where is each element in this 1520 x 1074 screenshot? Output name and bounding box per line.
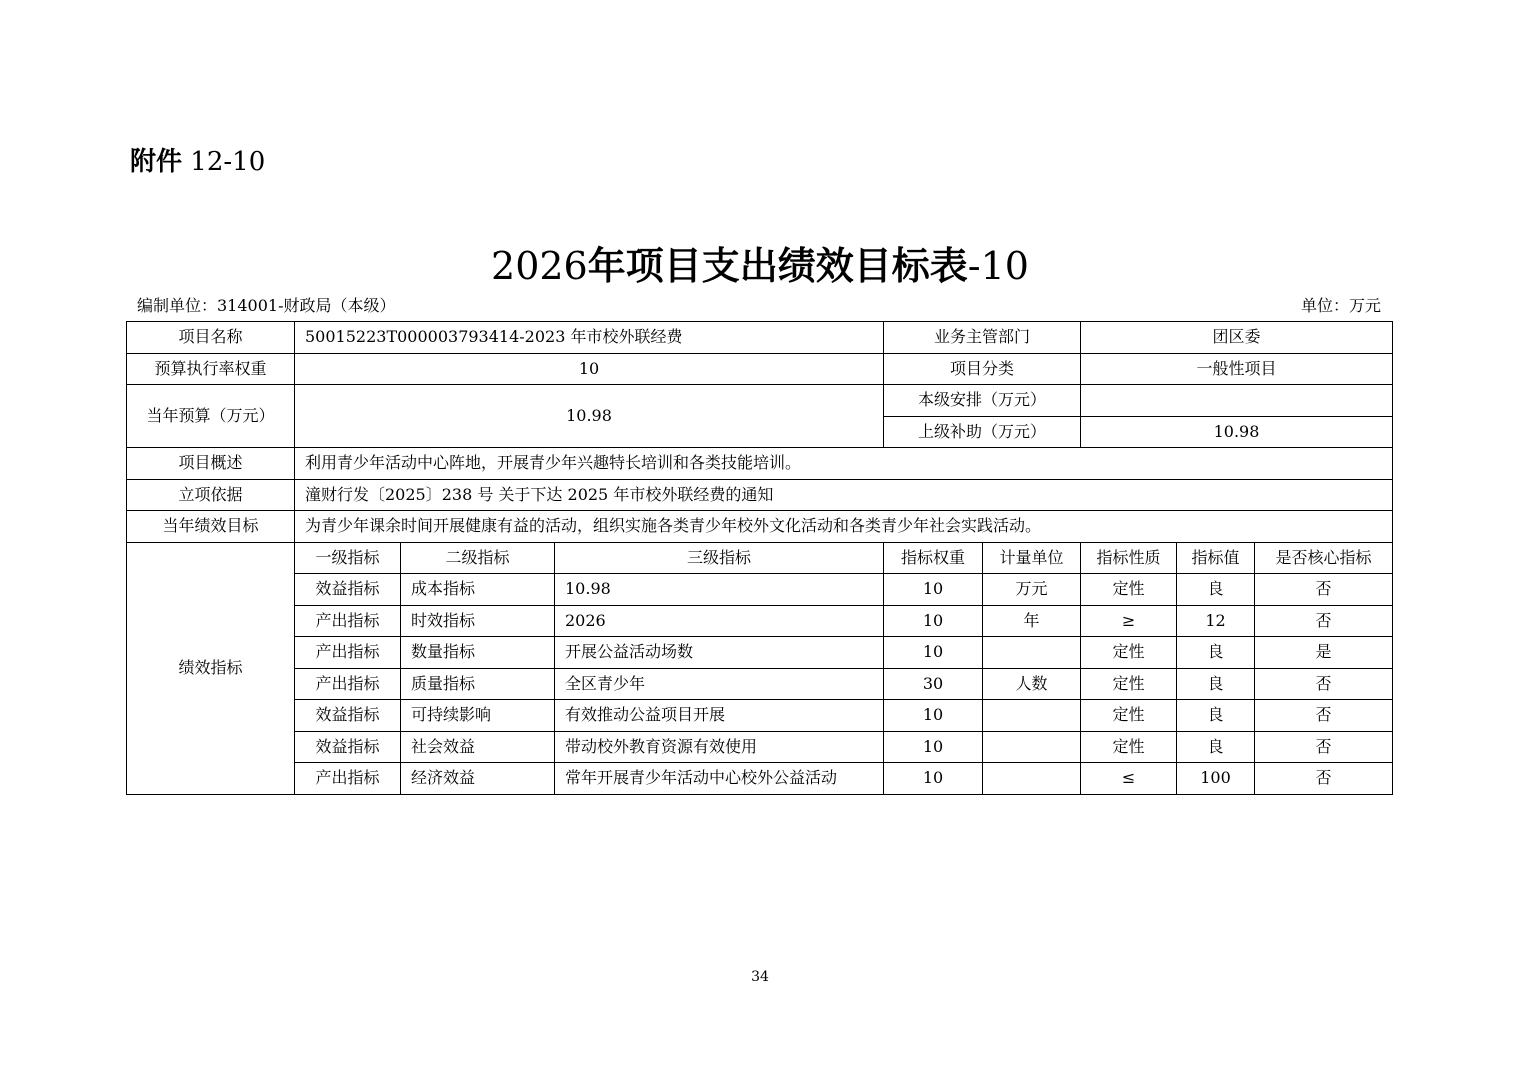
indicator-nature: 定性 xyxy=(1081,574,1177,606)
indicator-value: 良 xyxy=(1177,668,1255,700)
indicator-nature: 定性 xyxy=(1081,637,1177,669)
indicator-row xyxy=(127,700,1393,732)
indicator-unit xyxy=(983,637,1081,669)
indicator-core: 否 xyxy=(1255,763,1393,795)
header-level3: 三级指标 xyxy=(555,542,884,574)
indicators-label: 绩效指标 xyxy=(127,542,295,794)
header-core: 是否核心指标 xyxy=(1255,542,1393,574)
basis-label: 立项依据 xyxy=(127,479,295,511)
indicator-weight: 10 xyxy=(884,574,983,606)
overview-label: 项目概述 xyxy=(127,448,295,480)
row-project-name xyxy=(127,322,1393,354)
indicator-nature: 定性 xyxy=(1081,700,1177,732)
indicator-unit xyxy=(983,763,1081,795)
indicator-nature: 定性 xyxy=(1081,731,1177,763)
category-label: 项目分类 xyxy=(884,353,1081,385)
indicator-level2: 数量指标 xyxy=(401,637,555,669)
overview-value: 利用青少年活动中心阵地，开展青少年兴趣特长培训和各类技能培训。 xyxy=(295,448,1393,480)
indicator-weight: 10 xyxy=(884,731,983,763)
indicator-row xyxy=(127,763,1393,795)
budget-label: 当年预算（万元） xyxy=(127,385,295,448)
indicator-core: 是 xyxy=(1255,637,1393,669)
indicator-level2: 时效指标 xyxy=(401,605,555,637)
indicator-nature: ≥ xyxy=(1081,605,1177,637)
header-level1: 一级指标 xyxy=(295,542,401,574)
indicator-level3: 10.98 xyxy=(555,574,884,606)
project-name-label: 项目名称 xyxy=(127,322,295,354)
indicator-core: 否 xyxy=(1255,605,1393,637)
indicator-unit xyxy=(983,700,1081,732)
indicator-level2: 社会效益 xyxy=(401,731,555,763)
indicator-level1: 产出指标 xyxy=(295,763,401,795)
row-goal xyxy=(127,511,1393,543)
category-value: 一般性项目 xyxy=(1081,353,1393,385)
dept-label: 业务主管部门 xyxy=(884,322,1081,354)
indicator-level3: 全区青少年 xyxy=(555,668,884,700)
indicator-value: 良 xyxy=(1177,700,1255,732)
indicator-level3: 带动校外教育资源有效使用 xyxy=(555,731,884,763)
indicator-level1: 效益指标 xyxy=(295,574,401,606)
indicator-row xyxy=(127,668,1393,700)
local-value xyxy=(1081,385,1393,417)
indicator-level1: 产出指标 xyxy=(295,668,401,700)
indicator-core: 否 xyxy=(1255,574,1393,606)
header-level2: 二级指标 xyxy=(401,542,555,574)
attachment-label xyxy=(130,146,265,178)
title-year: 2026 xyxy=(491,244,588,288)
attachment-prefix: 附件 xyxy=(130,147,183,177)
exec-weight-value: 10 xyxy=(295,353,884,385)
indicator-level1: 效益指标 xyxy=(295,731,401,763)
indicator-value: 良 xyxy=(1177,574,1255,606)
performance-table xyxy=(126,321,1393,795)
indicator-weight: 10 xyxy=(884,637,983,669)
indicator-core: 否 xyxy=(1255,700,1393,732)
indicator-level1: 效益指标 xyxy=(295,700,401,732)
indicator-value: 良 xyxy=(1177,637,1255,669)
indicator-value: 12 xyxy=(1177,605,1255,637)
row-budget xyxy=(127,385,1393,417)
indicator-level3: 常年开展青少年活动中心校外公益活动 xyxy=(555,763,884,795)
row-basis xyxy=(127,479,1393,511)
indicator-value: 100 xyxy=(1177,763,1255,795)
header-unit: 计量单位 xyxy=(983,542,1081,574)
indicator-level3: 有效推动公益项目开展 xyxy=(555,700,884,732)
indicator-core: 否 xyxy=(1255,731,1393,763)
upper-label: 上级补助（万元） xyxy=(884,416,1081,448)
project-name-value: 50015223T000003793414-2023 年市校外联经费 xyxy=(295,322,884,354)
upper-value: 10.98 xyxy=(1081,416,1393,448)
indicator-level3: 开展公益活动场数 xyxy=(555,637,884,669)
indicator-unit: 万元 xyxy=(983,574,1081,606)
local-label: 本级安排（万元） xyxy=(884,385,1081,417)
page-title xyxy=(0,242,1520,290)
indicator-row xyxy=(127,731,1393,763)
header-weight: 指标权重 xyxy=(884,542,983,574)
goal-label: 当年绩效目标 xyxy=(127,511,295,543)
unit-line: 单位：万元 xyxy=(1300,296,1381,315)
page-number: 34 xyxy=(751,969,769,985)
title-suffix: -10 xyxy=(967,244,1029,288)
dept-value: 团区委 xyxy=(1081,322,1393,354)
org-line: 编制单位：314001-财政局（本级） xyxy=(137,296,396,315)
indicator-level2: 经济效益 xyxy=(401,763,555,795)
row-exec-weight xyxy=(127,353,1393,385)
indicator-core: 否 xyxy=(1255,668,1393,700)
indicator-row xyxy=(127,574,1393,606)
budget-value: 10.98 xyxy=(295,385,884,448)
indicator-value: 良 xyxy=(1177,731,1255,763)
indicator-level3: 2026 xyxy=(555,605,884,637)
indicator-row xyxy=(127,637,1393,669)
indicator-level2: 质量指标 xyxy=(401,668,555,700)
indicator-level2: 可持续影响 xyxy=(401,700,555,732)
indicator-weight: 10 xyxy=(884,700,983,732)
indicator-nature: 定性 xyxy=(1081,668,1177,700)
indicator-weight: 10 xyxy=(884,605,983,637)
header-value: 指标值 xyxy=(1177,542,1255,574)
indicator-header-row xyxy=(127,542,1393,574)
exec-weight-label: 预算执行率权重 xyxy=(127,353,295,385)
indicator-unit xyxy=(983,731,1081,763)
indicator-nature: ≤ xyxy=(1081,763,1177,795)
indicator-level1: 产出指标 xyxy=(295,637,401,669)
indicator-unit: 人数 xyxy=(983,668,1081,700)
indicator-unit: 年 xyxy=(983,605,1081,637)
indicator-weight: 30 xyxy=(884,668,983,700)
indicator-row xyxy=(127,605,1393,637)
basis-value: 潼财行发〔2025〕238 号 关于下达 2025 年市校外联经费的通知 xyxy=(295,479,1393,511)
goal-value: 为青少年课余时间开展健康有益的活动，组织实施各类青少年校外文化活动和各类青少年社会实践活动。 xyxy=(295,511,1393,543)
title-text: 年项目支出绩效目标表 xyxy=(587,243,968,288)
row-overview xyxy=(127,448,1393,480)
indicator-level1: 产出指标 xyxy=(295,605,401,637)
indicator-weight: 10 xyxy=(884,763,983,795)
header-nature: 指标性质 xyxy=(1081,542,1177,574)
indicator-level2: 成本指标 xyxy=(401,574,555,606)
attachment-number: 12-10 xyxy=(190,147,266,177)
